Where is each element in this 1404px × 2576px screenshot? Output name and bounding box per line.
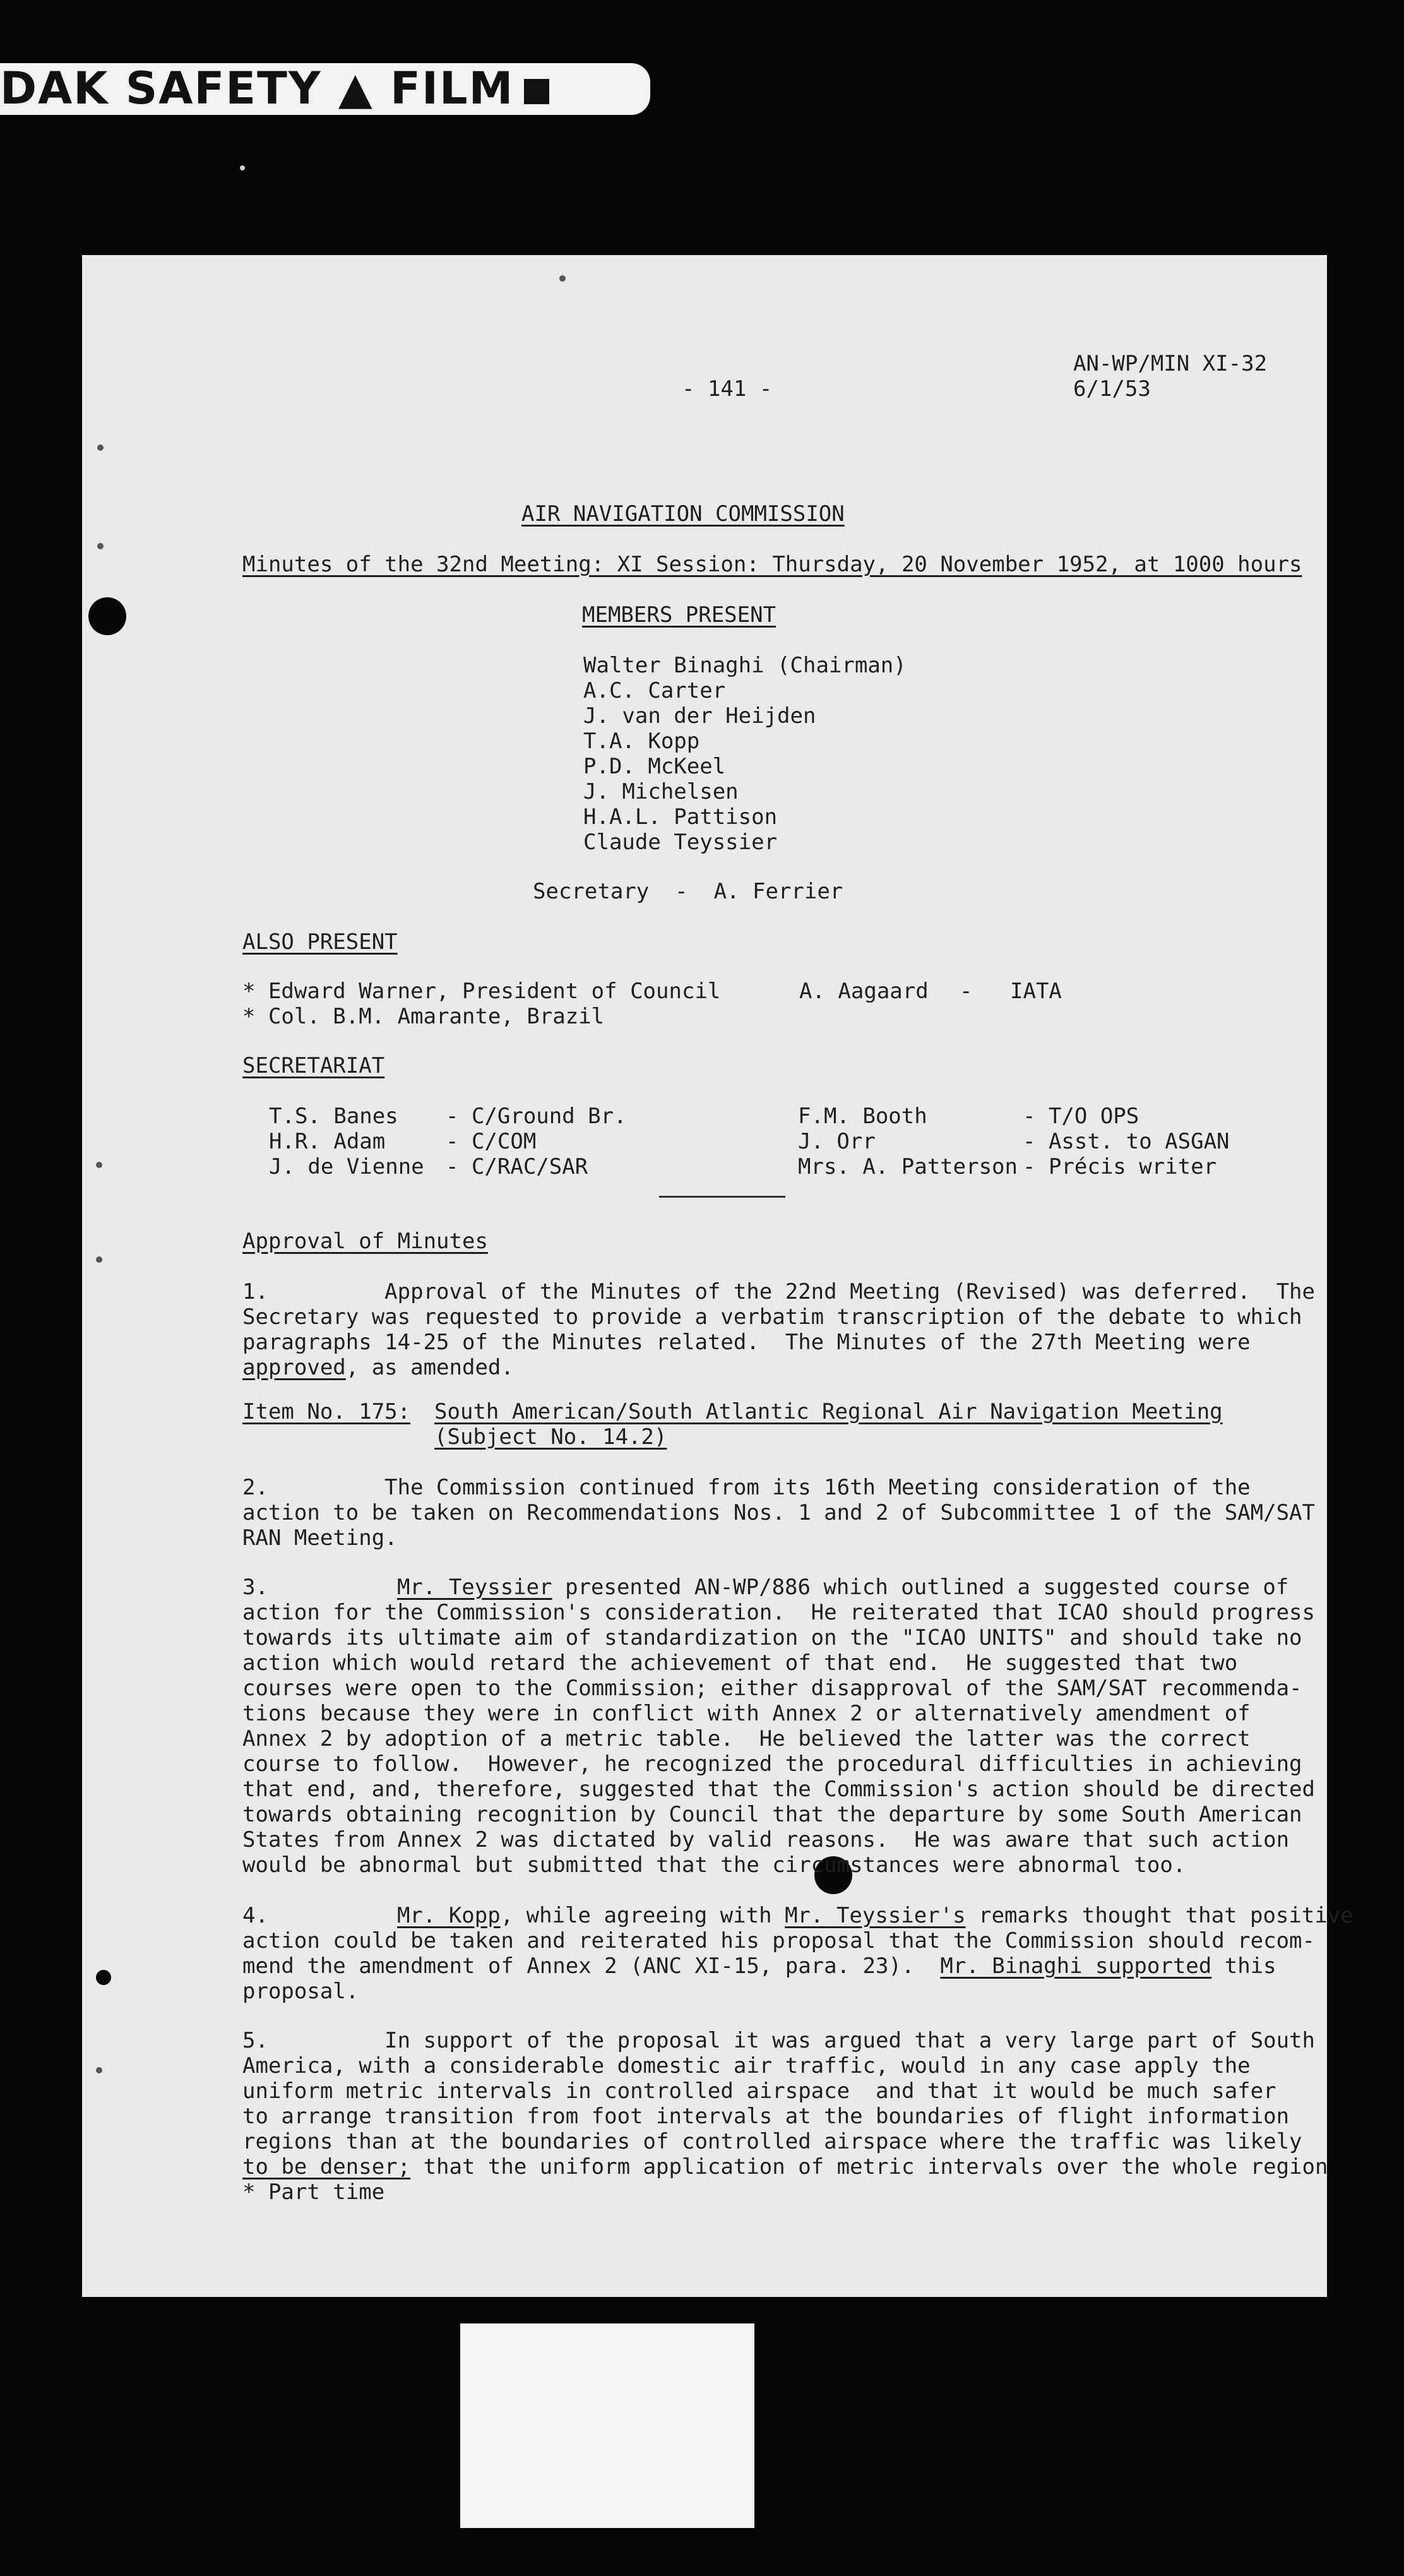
- secretariat-name: T.S. Banes: [269, 1104, 398, 1129]
- paragraph-3-line: would be abnormal but submitted that the circumstances were abnormal too.: [242, 1852, 1186, 1878]
- member-name: J. Michelsen: [583, 779, 739, 804]
- member-name: Walter Binaghi (Chairman): [583, 653, 907, 678]
- film-square-mark: [524, 79, 549, 104]
- blank-label-box: [460, 2323, 754, 2528]
- paragraph-3-line: course to follow. However, he recognized the procedural difficulties in achieving: [242, 1751, 1302, 1777]
- paragraph-1-line: paragraphs 14-25 of the Minutes related. The Minutes of the 27th Meeting were: [242, 1330, 1251, 1355]
- paragraph-3-line: courses were open to the Commission; either disapproval of the SAM/SAT recommenda-: [242, 1676, 1302, 1701]
- paragraph-4-line: proposal.: [242, 1979, 359, 2004]
- paragraph-1-line: 1. Approval of the Minutes of the 22nd Meeting (Revised) was deferred. The: [242, 1279, 1315, 1304]
- ink-dot: [559, 275, 566, 282]
- also-present-observer-dash: -: [960, 979, 973, 1004]
- paragraph-3-line: action for the Commission's consideration. He reiterated that ICAO should progress: [242, 1600, 1315, 1625]
- margin-dot: [96, 1256, 102, 1263]
- section-divider: [659, 1196, 785, 1198]
- item-subject: (Subject No. 14.2): [434, 1424, 667, 1450]
- denser-phrase: to be denser;: [242, 2154, 411, 2179]
- paragraph-2-line: RAN Meeting.: [242, 1525, 398, 1551]
- margin-dot: [96, 2067, 102, 2073]
- secretariat-role: - C/COM: [446, 1129, 537, 1154]
- secretary-line: Secretary - A. Ferrier: [533, 879, 843, 904]
- margin-dot: [96, 1162, 102, 1168]
- margin-dot: [97, 444, 104, 451]
- paragraph-1-line: Secretary was requested to provide a verbatim transcription of the debate to which: [242, 1304, 1302, 1330]
- punch-mark: [96, 1970, 111, 1985]
- paragraph-5-line: uniform metric intervals in controlled airspace and that it would be much safer: [242, 2078, 1276, 2104]
- member-name: A.C. Carter: [583, 678, 726, 703]
- paragraph-3-line: towards its ultimate aim of standardization on the "ICAO UNITS" and should take no: [242, 1625, 1302, 1650]
- paragraph-3-line: that end, and, therefore, suggested that the Commission's action should be directed: [242, 1777, 1315, 1802]
- document-reference: AN-WP/MIN XI-32: [1073, 351, 1268, 376]
- paragraph-5-line: America, with a considerable domestic air traffic, would in any case apply the: [242, 2053, 1251, 2078]
- paragraph-4-line: action could be taken and reiterated his proposal that the Commission should recom-: [242, 1928, 1315, 1953]
- item-title: South American/South Atlantic Regional Air Navigation Meeting: [434, 1399, 1223, 1424]
- paragraph-3-line: 3. Mr. Teyssier presented AN-WP/886 which outlined a suggested course of: [242, 1575, 1289, 1600]
- also-present-observer-org: IATA: [1010, 979, 1062, 1004]
- footnote: * Part time: [242, 2179, 385, 2205]
- document-page: [82, 255, 1353, 2297]
- paragraph-5-line: 5. In support of the proposal it was argued that a very large part of South: [242, 2028, 1315, 2053]
- paragraph-5-line: regions than at the boundaries of controlled airspace where the traffic was likely: [242, 2129, 1302, 2154]
- member-name: T.A. Kopp: [583, 729, 700, 754]
- members-heading: MEMBERS PRESENT: [582, 602, 776, 628]
- secretariat-name: H.R. Adam: [269, 1129, 386, 1154]
- film-edge-text: DAK SAFETY ▲ FILM: [0, 62, 549, 115]
- document-title: AIR NAVIGATION COMMISSION: [521, 501, 845, 527]
- also-present-entry: * Col. B.M. Amarante, Brazil: [242, 1004, 605, 1029]
- member-name: J. van der Heijden: [583, 703, 816, 729]
- paragraph-3-line: States from Annex 2 was dictated by valid reasons. He was aware that such action: [242, 1827, 1290, 1852]
- secretariat-role: - C/RAC/SAR: [446, 1154, 588, 1179]
- also-present-entry: * Edward Warner, President of Council: [242, 979, 721, 1004]
- film-speck: [240, 165, 245, 170]
- paragraph-4-line: mend the amendment of Annex 2 (ANC XI-15, para. 23). Mr. Binaghi supported this: [242, 1953, 1276, 1979]
- paragraph-1-line: approved, as amended.: [242, 1355, 514, 1380]
- approved-word: approved: [242, 1355, 346, 1380]
- secretariat-name: J. de Vienne: [269, 1154, 424, 1179]
- paragraph-4-line: 4. Mr. Kopp, while agreeing with Mr. Teyssier's remarks thought that positive: [242, 1903, 1353, 1928]
- paragraph-3-line: tions because they were in conflict with Annex 2 or alternatively amendment of: [242, 1701, 1251, 1726]
- secretariat-role: - T/O OPS: [1023, 1104, 1139, 1129]
- paragraph-2-line: 2. The Commission continued from its 16th Meeting consideration of the: [242, 1475, 1251, 1500]
- paragraph-5-line: to arrange transition from foot intervals at the boundaries of flight information: [242, 2104, 1290, 2129]
- paragraph-3-line: action which would retard the achievement of that end. He suggested that two: [242, 1650, 1238, 1676]
- paragraph-3-line: Annex 2 by adoption of a metric table. He believed the latter was the correct: [242, 1726, 1251, 1751]
- paragraph-5-line: to be denser; that the uniform application of metric intervals over the whole region: [242, 2154, 1328, 2179]
- margin-dot: [97, 543, 104, 549]
- speaker-kopp: Mr. Kopp: [396, 1903, 501, 1928]
- secretariat-name: Mrs. A. Patterson: [798, 1154, 1018, 1179]
- paragraph-2-line: action to be taken on Recommendations Nos. 1 and 2 of Subcommittee 1 of the SAM/SAT: [242, 1500, 1315, 1525]
- secretariat-role: - C/Ground Br.: [446, 1104, 627, 1129]
- item-label: Item No. 175:: [242, 1399, 411, 1424]
- secretariat-name: F.M. Booth: [798, 1104, 927, 1129]
- punch-hole: [88, 597, 126, 635]
- speaker-binaghi: Mr. Binaghi supported: [940, 1953, 1212, 1979]
- member-name: H.A.L. Pattison: [583, 804, 778, 830]
- page-number: - 141 -: [682, 376, 773, 402]
- approval-heading: Approval of Minutes: [242, 1229, 488, 1254]
- secretariat-heading: SECRETARIAT: [242, 1053, 385, 1078]
- secretariat-name: J. Orr: [798, 1129, 876, 1154]
- paragraph-3-line: towards obtaining recognition by Council that the departure by some South American: [242, 1802, 1302, 1827]
- also-present-observer-name: A. Aagaard: [799, 979, 929, 1004]
- member-name: P.D. McKeel: [583, 754, 726, 779]
- member-name: Claude Teyssier: [583, 830, 778, 855]
- meeting-subtitle: Minutes of the 32nd Meeting: XI Session: Thursday, 20 November 1952, at 1000 hours: [242, 552, 1302, 577]
- document-date: 6/1/53: [1073, 376, 1151, 402]
- speaker-teyssier: Mr. Teyssier: [396, 1575, 552, 1600]
- also-present-heading: ALSO PRESENT: [242, 929, 398, 955]
- secretariat-role: - Précis writer: [1023, 1154, 1217, 1179]
- reference-teyssier: Mr. Teyssier's: [785, 1903, 966, 1928]
- secretariat-role: - Asst. to ASGAN: [1023, 1129, 1230, 1154]
